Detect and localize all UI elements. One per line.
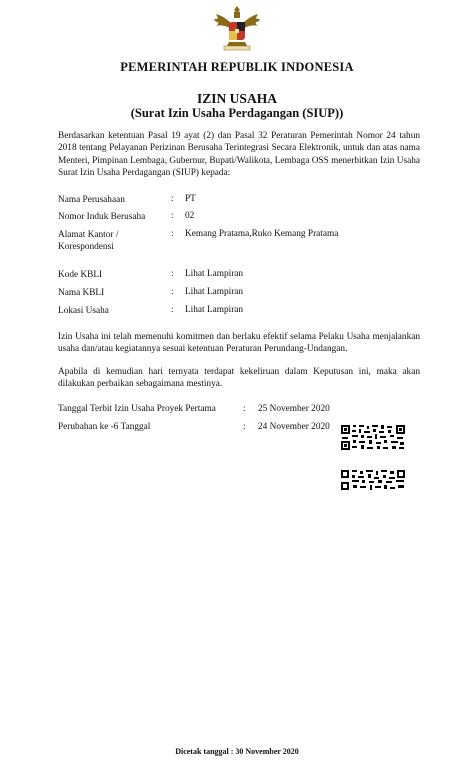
field-label-company-name: Nama Perusahaan — [58, 195, 125, 205]
field-colon: : — [171, 211, 174, 221]
field-value-company-name: PT — [185, 194, 196, 204]
field-colon: : — [171, 229, 174, 239]
validity-paragraph: Izin Usaha ini telah memenuhi komitmen dan berlaku efektif selama Pelaku Usaha menjalankan usaha dan/atau kegiatannya sesuai ketentuan Peraturan Perundang-Undangan. — [58, 332, 420, 355]
intro-paragraph: Berdasarkan ketentuan Pasal 19 ayat (2) dan Pasal 32 Peraturan Pemerintah Nomor 24 tahun 2018 tentang Pelayanan Perizinan Berusaha Terintegrasi Secara Elektronik, untuk dan atas nama Menteri, Pimpinan Lembaga, Gubernur, Bupati/Walikota, Lembaga OSS menerbitkan Izin Usaha Surat Izin Usaha Perdagangan (SIUP) kepada: — [58, 131, 420, 178]
field-value-location: Lihat Lampiran — [185, 305, 244, 315]
qr-code-icon — [340, 469, 406, 491]
document-title: IZIN USAHA — [197, 91, 277, 106]
field-colon: : — [171, 305, 174, 315]
date-colon: : — [243, 422, 246, 432]
date-value-first-issue: 25 November 2020 — [258, 404, 330, 414]
government-heading: PEMERINTAH REPUBLIK INDONESIA — [120, 60, 354, 74]
document-subtitle: (Surat Izin Usaha Perdagangan (SIUP)) — [130, 106, 344, 120]
date-label-first-issue: Tanggal Terbit Izin Usaha Proyek Pertama — [58, 404, 216, 414]
field-label-address: Alamat Kantor / Korespondensi — [58, 230, 119, 252]
field-value-address: Kemang Pratama,Ruko Kemang Pratama — [185, 229, 339, 239]
field-value-nib: 02 — [185, 211, 195, 221]
garuda-emblem-icon — [212, 4, 262, 52]
field-label-location: Lokasi Usaha — [58, 306, 109, 316]
date-label-revision: Perubahan ke -6 Tanggal — [58, 422, 151, 432]
field-colon: : — [171, 287, 174, 297]
field-colon: : — [171, 269, 174, 279]
date-value-revision: 24 November 2020 — [258, 422, 330, 432]
field-label-kbli-name: Nama KBLI — [58, 288, 105, 298]
qr-code-icon — [340, 424, 406, 451]
correction-paragraph: Apabila di kemudian hari ternyata terdapat kekeliruan dalam Keputusan ini, maka akan dilakukan perbaikan sebagaimana mestinya. — [58, 367, 420, 390]
field-value-kbli-code: Lihat Lampiran — [185, 269, 244, 279]
field-value-kbli-name: Lihat Lampiran — [185, 287, 244, 297]
field-label-nib: Nomor Induk Berusaha — [58, 212, 146, 222]
date-colon: : — [243, 404, 246, 414]
field-colon: : — [171, 194, 174, 204]
field-label-kbli-code: Kode KBLI — [58, 270, 103, 280]
printed-date: Dicetak tanggal : 30 November 2020 — [175, 747, 299, 756]
